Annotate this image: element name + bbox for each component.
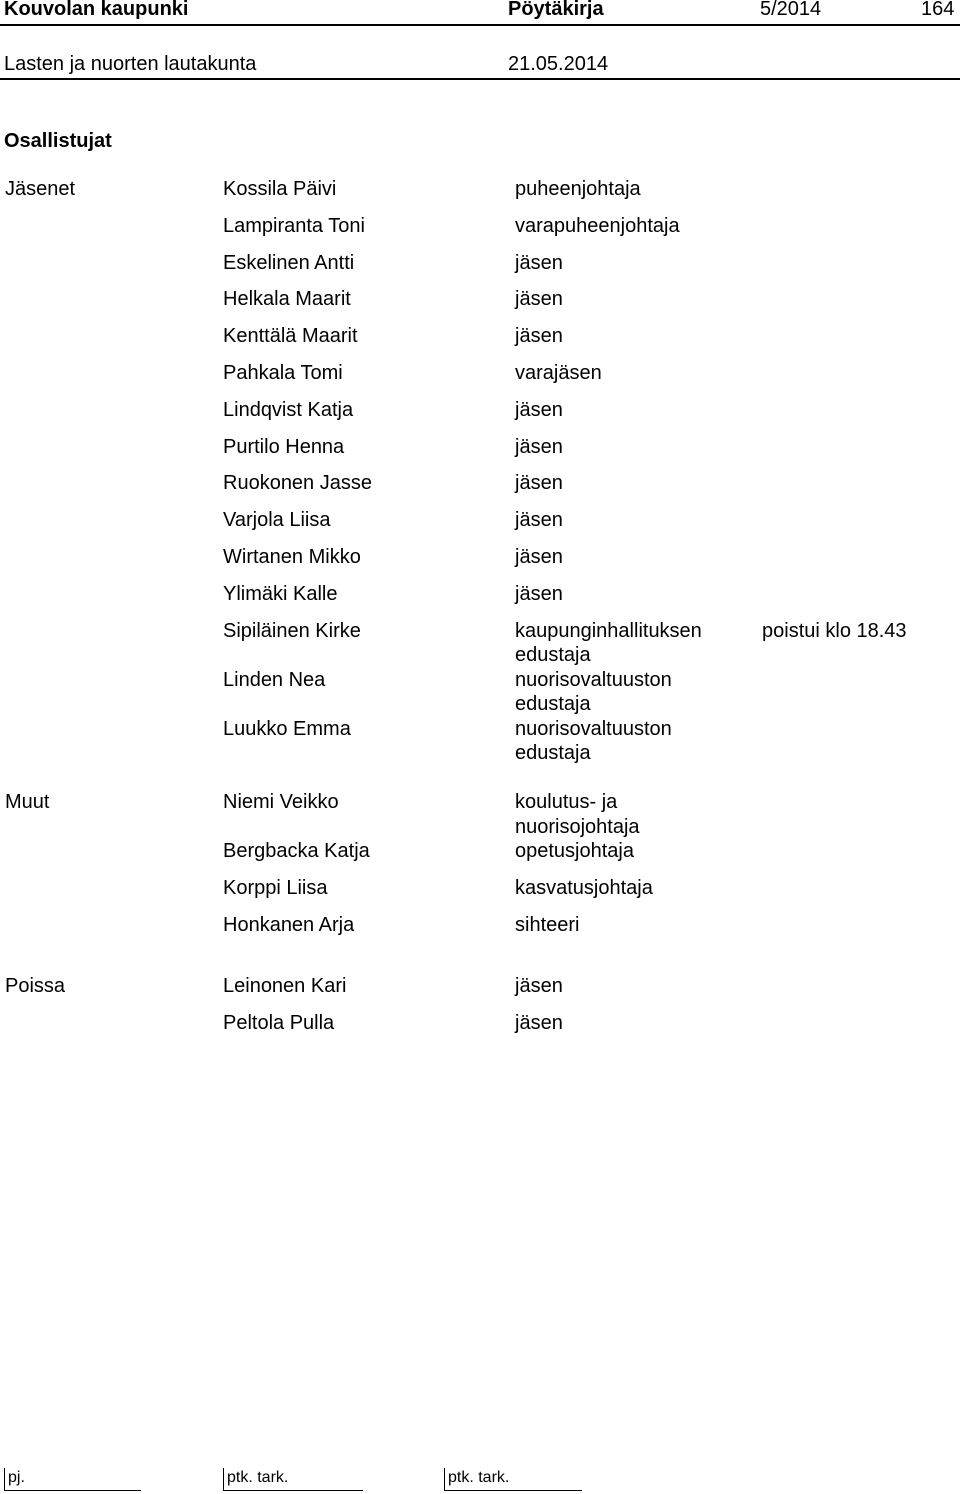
participant-name: Ruokonen Jasse [223,472,372,495]
section-title: Osallistujat [4,130,112,152]
participant-role: jäsen [515,288,563,311]
participant-name: Kossila Päivi [223,178,337,200]
participant-name: Honkanen Arja [223,913,355,936]
participant-role: opetusjohtaja [515,840,634,862]
participant-name: Peltola Pulla [223,1011,335,1034]
participant-name: Lindqvist Katja [223,398,354,421]
organization-name: Kouvolan kaupunki [4,0,189,20]
group-label: Jäsenet [5,178,76,200]
signature-line [4,1490,141,1491]
signature-line [223,1490,363,1491]
participant-name: Kenttälä Maarit [223,325,358,348]
document-type: Pöytäkirja [508,0,604,20]
participant-name: Varjola Liisa [223,509,331,532]
participant-name: Luukko Emma [223,717,351,740]
signature-marker [223,1468,224,1491]
participant-role: varapuheenjohtaja [515,214,680,237]
participant-role: jäsen [515,546,563,568]
participant-name: Wirtanen Mikko [223,546,361,568]
participant-role: jäsen [515,582,563,605]
participant-role: jäsen [515,325,563,348]
participant-role: puheenjohtaja [515,178,641,200]
participant-role: koulutus- ja nuorisojohtaja [515,791,640,838]
signature-checker-label: ptk. tark. [448,1469,510,1486]
participant-role: jäsen [515,509,563,532]
participant-name: Sipiläinen Kirke [223,619,361,642]
participant-role: jäsen [515,398,563,421]
participant-name: Linden Nea [223,668,326,691]
participant-role: nuorisovaltuuston edustaja [515,717,672,765]
participant-role: jäsen [515,975,563,997]
page-number: 164 [921,0,955,20]
participant-name: Lampiranta Toni [223,214,365,237]
signature-marker [444,1468,445,1491]
group-label: Muut [5,791,50,813]
header-divider-top [0,24,960,26]
participant-name: Pahkala Tomi [223,362,343,384]
signature-marker [4,1468,5,1491]
signature-chair-label: pj. [8,1469,25,1486]
participant-role: jäsen [515,472,563,495]
participant-note: poistui klo 18.43 [762,619,907,642]
committee-name: Lasten ja nuorten lautakunta [4,53,257,75]
participant-role: kaupunginhallituksen edustaja [515,619,702,667]
participant-role: jäsen [515,1011,563,1034]
group-label: Poissa [5,975,66,997]
participant-name: Bergbacka Katja [223,840,370,862]
signature-line [444,1490,582,1491]
participant-role: jäsen [515,435,563,458]
participant-role: sihteeri [515,913,580,936]
participant-role: nuorisovaltuuston edustaja [515,668,672,716]
participant-name: Eskelinen Antti [223,251,355,274]
participant-role: kasvatusjohtaja [515,876,653,899]
participant-name: Ylimäki Kalle [223,582,338,605]
participant-name: Korppi Liisa [223,876,328,899]
signature-checker-label: ptk. tark. [227,1469,289,1486]
header-divider-bottom [0,78,960,80]
participant-name: Niemi Veikko [223,791,339,813]
participant-name: Leinonen Kari [223,975,347,997]
document-number: 5/2014 [760,0,822,20]
participant-name: Helkala Maarit [223,288,351,311]
meeting-date: 21.05.2014 [508,53,609,75]
participant-name: Purtilo Henna [223,435,345,458]
participant-role: varajäsen [515,362,602,384]
participant-role: jäsen [515,251,563,274]
